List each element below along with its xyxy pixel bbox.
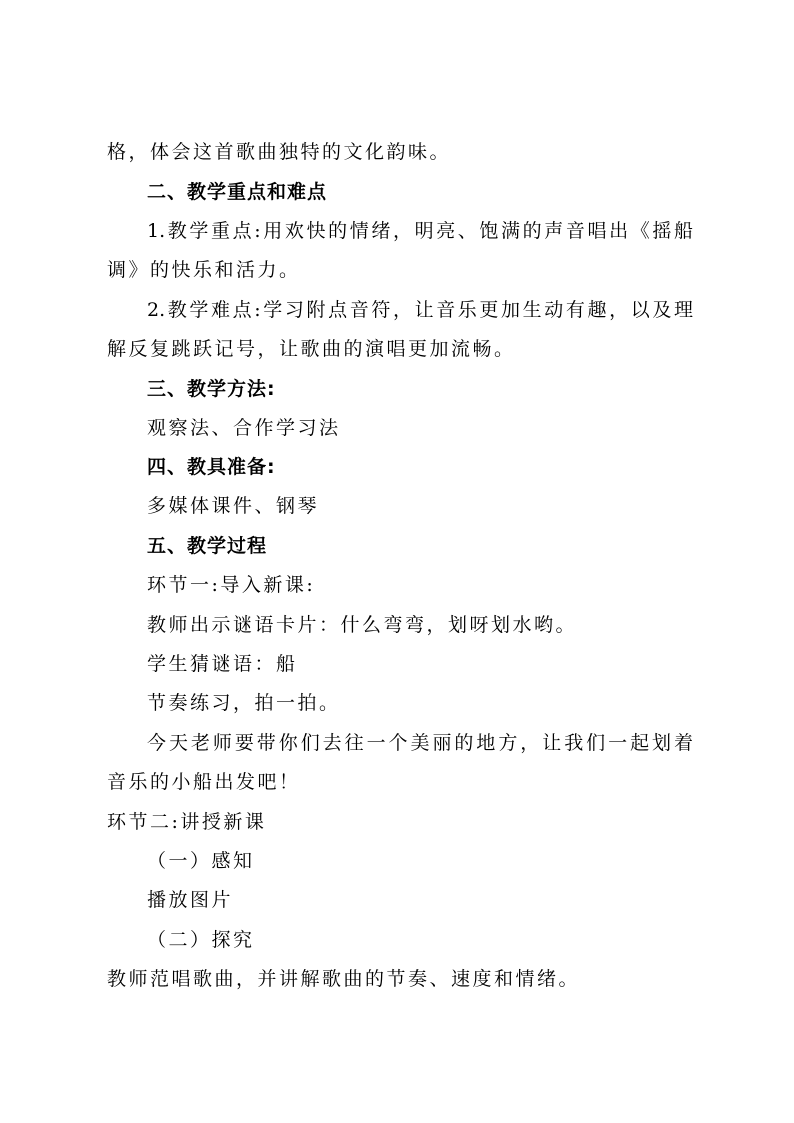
paragraph-line: 格，体会这首歌曲独特的文化韵味。 [107, 141, 452, 163]
paragraph-line: 教师范唱歌曲，并讲解歌曲的节奏、速度和情绪。 [107, 968, 581, 990]
paragraph-line: 教师出示谜语卡片：什么弯弯，划呀划水哟。 [147, 614, 578, 636]
paragraph-line: 播放图片 [147, 889, 234, 911]
paragraph-line: 1.教学重点:用欢快的情绪，明亮、饱满的声音唱出《摇船 [147, 220, 693, 242]
paragraph-line: 音乐的小船出发吧！ [107, 771, 301, 793]
paragraph-line: 解反复跳跃记号，让歌曲的演唱更加流畅。 [107, 338, 516, 360]
paragraph-line: 环节二:讲授新课 [107, 811, 267, 833]
paragraph-line: （二）探究 [147, 929, 255, 951]
paragraph-line: 学生猜谜语：船 [147, 653, 298, 675]
paragraph-line: 多媒体课件、钢琴 [147, 495, 320, 517]
paragraph-line: 调》的快乐和活力。 [107, 259, 301, 281]
section-heading: 三、教学方法: [147, 378, 276, 400]
paragraph-line: 观察法、合作学习法 [147, 417, 341, 439]
paragraph-line: 今天老师要带你们去往一个美丽的地方，让我们一起划着 [147, 732, 693, 754]
paragraph-line: 环节一:导入新课: [147, 574, 316, 596]
paragraph-line: 2.教学难点:学习附点音符，让音乐更加生动有趣，以及理 [147, 299, 693, 321]
section-heading: 五、教学过程 [147, 535, 268, 557]
section-heading: 二、教学重点和难点 [147, 181, 328, 203]
paragraph-line: （一）感知 [147, 850, 255, 872]
paragraph-line: 节奏练习，拍一拍。 [147, 692, 341, 714]
section-heading: 四、教具准备: [147, 456, 276, 478]
